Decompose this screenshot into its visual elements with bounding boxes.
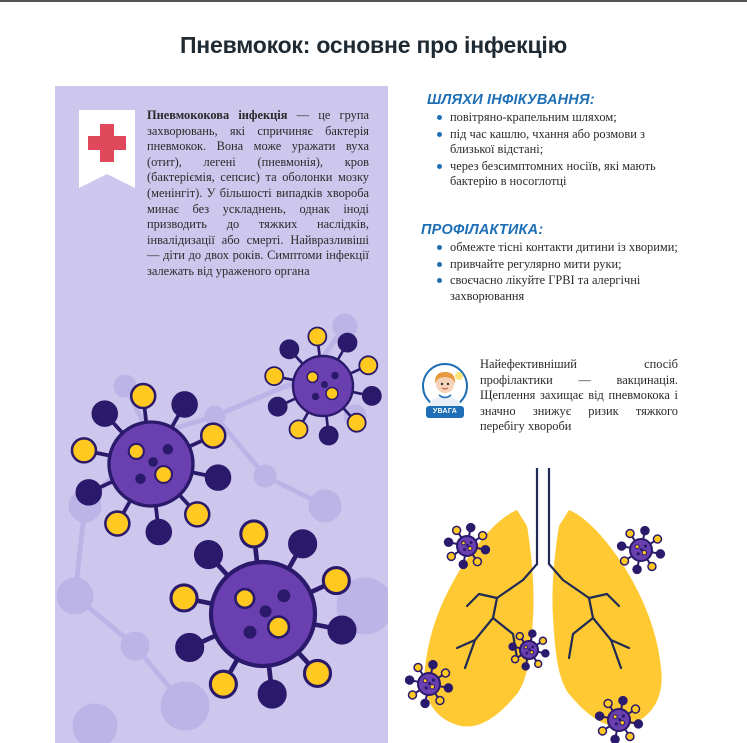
page-title: Пневмокок: основне про інфекцію	[179, 32, 568, 58]
list-item	[436, 240, 684, 256]
attention-badge	[420, 362, 470, 422]
prevention-title: ПРОФІЛАКТИКА:	[421, 222, 544, 238]
bullet-icon	[437, 164, 442, 169]
bullet-icon	[437, 245, 442, 250]
lungs-icon	[405, 468, 705, 743]
list-item-text: обмежте тісні контакти дитини із хворими;	[450, 240, 678, 254]
bullet-icon	[437, 132, 442, 137]
bullet-icon	[437, 278, 442, 283]
list-item-text: привчайте регулярно мити руки;	[450, 256, 622, 271]
list-item-text: своєчасно лікуйте ГРВІ та алергічні захворювання	[450, 273, 641, 303]
list-item-text: через безсимптомних носіїв, які мають бактерію в носоглотці	[450, 158, 656, 188]
list-item	[436, 127, 684, 158]
medical-cross-icon	[79, 110, 135, 188]
list-item	[436, 273, 684, 304]
list-item	[436, 159, 684, 190]
list-item-text: повітряно-крапельним шляхом;	[450, 110, 617, 124]
virus-icon	[72, 384, 230, 544]
intro-body: — це група захворювань, які спричиняє бактерія пневмокок. Вона може уражати вуха (отит), легені (пневмонія), кров (бактеріємія, сепсис) та оболонки мозку (менінгіт). У більшості випадків хвороба минає без ускладнень, однак іноді призводить до тяжких наслідків, інвалідизації або смерті. Найвразливіші — діти до двох років. Симптоми інфекції залежать від ураженого органа	[147, 108, 369, 278]
virus-icon	[618, 527, 665, 574]
infection-routes-list	[436, 110, 684, 191]
infection-routes-title: ШЛЯХИ ІНФІКУВАННЯ:	[427, 92, 595, 108]
attention-label: УВАГА	[426, 406, 464, 418]
list-item	[436, 110, 684, 126]
attention-text: Найефективніший спосіб профілактики — вакцинація. Щеплення захищає від пневмокока і значно знижує ризик тяжкого перебігу хвороби	[480, 357, 678, 434]
intro-term: Пневмококова інфекція	[147, 108, 288, 122]
prevention-list	[436, 240, 684, 305]
list-item-text: під час кашлю, чхання або розмови з близької відстані;	[450, 126, 645, 156]
doctor-icon	[420, 362, 470, 412]
top-rule	[0, 0, 747, 2]
bullet-icon	[437, 262, 442, 267]
list-item	[436, 257, 684, 273]
intro-text	[147, 108, 369, 280]
virus-icon	[171, 521, 355, 707]
bullet-icon	[437, 115, 442, 120]
